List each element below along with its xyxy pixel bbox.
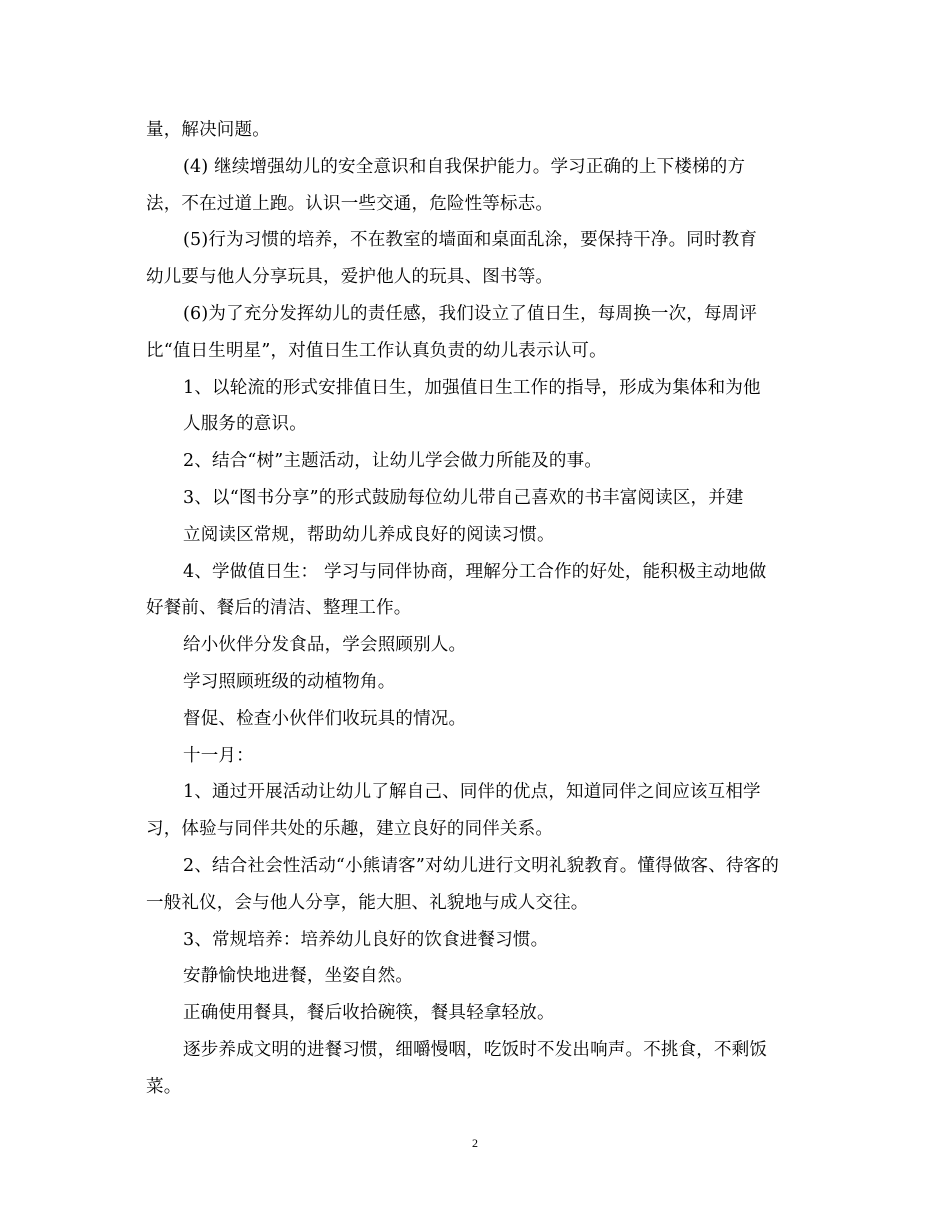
- text-line: 幼儿要与他人分享玩具，爱护他人的玩具、图书等。: [146, 267, 554, 288]
- text-line: 安静愉快地进餐，坐姿自然。: [183, 966, 414, 987]
- text-line: (4) 继续增强幼儿的安全意识和自我保护能力。学习正确的上下楼梯的方: [183, 156, 746, 177]
- text-line: 立阅读区常规，帮助幼儿养成良好的阅读习惯。: [183, 524, 555, 545]
- text-line: 2、结合“树”主题活动，让幼儿学会做力所能及的事。: [183, 451, 603, 472]
- page-number: 2: [472, 1136, 478, 1150]
- text-line: 2、结合社会性活动“小熊请客”对幼儿进行文明礼貌教育。懂得做客、待客的: [183, 855, 780, 876]
- text-line: 比“值日生明星”，对值日生工作认真负责的幼儿表示认可。: [146, 340, 607, 361]
- text-line: 1、通过开展活动让幼儿了解自己、同伴的优点，知道同伴之间应该互相学: [183, 782, 761, 803]
- text-line: 习，体验与同伴共处的乐趣，建立良好的同伴关系。: [146, 819, 554, 840]
- text-line: 一般礼仪，会与他人分享，能大胆、礼貌地与成人交往。: [146, 892, 589, 913]
- text-line: (5)行为习惯的培养，不在教室的墙面和桌面乱涂，要保持干净。同时教育: [183, 230, 758, 251]
- text-line: 1、以轮流的形式安排值日生，加强值日生工作的指导，形成为集体和为他: [183, 377, 761, 398]
- section-heading: 十一月：: [183, 745, 254, 766]
- text-line: 菜。: [146, 1076, 182, 1097]
- text-line: 给小伙伴分发食品，学会照顾别人。: [183, 635, 467, 656]
- text-line: 4、学做值日生： 学习与同伴协商，理解分工合作的好处，能积极主动地做: [183, 561, 767, 582]
- text-line: 量，解决问题。: [146, 120, 270, 140]
- text-line: 逐步养成文明的进餐习惯，细嚼慢咽，吃饭时不发出响声。不挑食，不剩饭: [183, 1039, 768, 1060]
- page-body: [146, 112, 808, 1106]
- text-line: 3、常规培养：培养幼儿良好的饮食进餐习惯。: [183, 929, 549, 950]
- text-line: (6)为了充分发挥幼儿的责任感，我们设立了值日生，每周换一次，每周评: [183, 303, 758, 324]
- text-line: 人服务的意识。: [183, 414, 307, 435]
- text-line: 3、以“图书分享”的形式鼓励每位幼儿带自己喜欢的书丰富阅读区，并建: [183, 487, 744, 508]
- text-line: 督促、检查小伙伴们收玩具的情况。: [183, 708, 467, 729]
- text-line: 法，不在过道上跑。认识一些交通，危险性等标志。: [146, 193, 554, 214]
- text-line: 正确使用餐具，餐后收拾碗筷，餐具轻拿轻放。: [183, 1003, 555, 1024]
- text-line: 学习照顾班级的动植物角。: [183, 671, 396, 692]
- text-line: 好餐前、餐后的清洁、整理工作。: [146, 598, 412, 619]
